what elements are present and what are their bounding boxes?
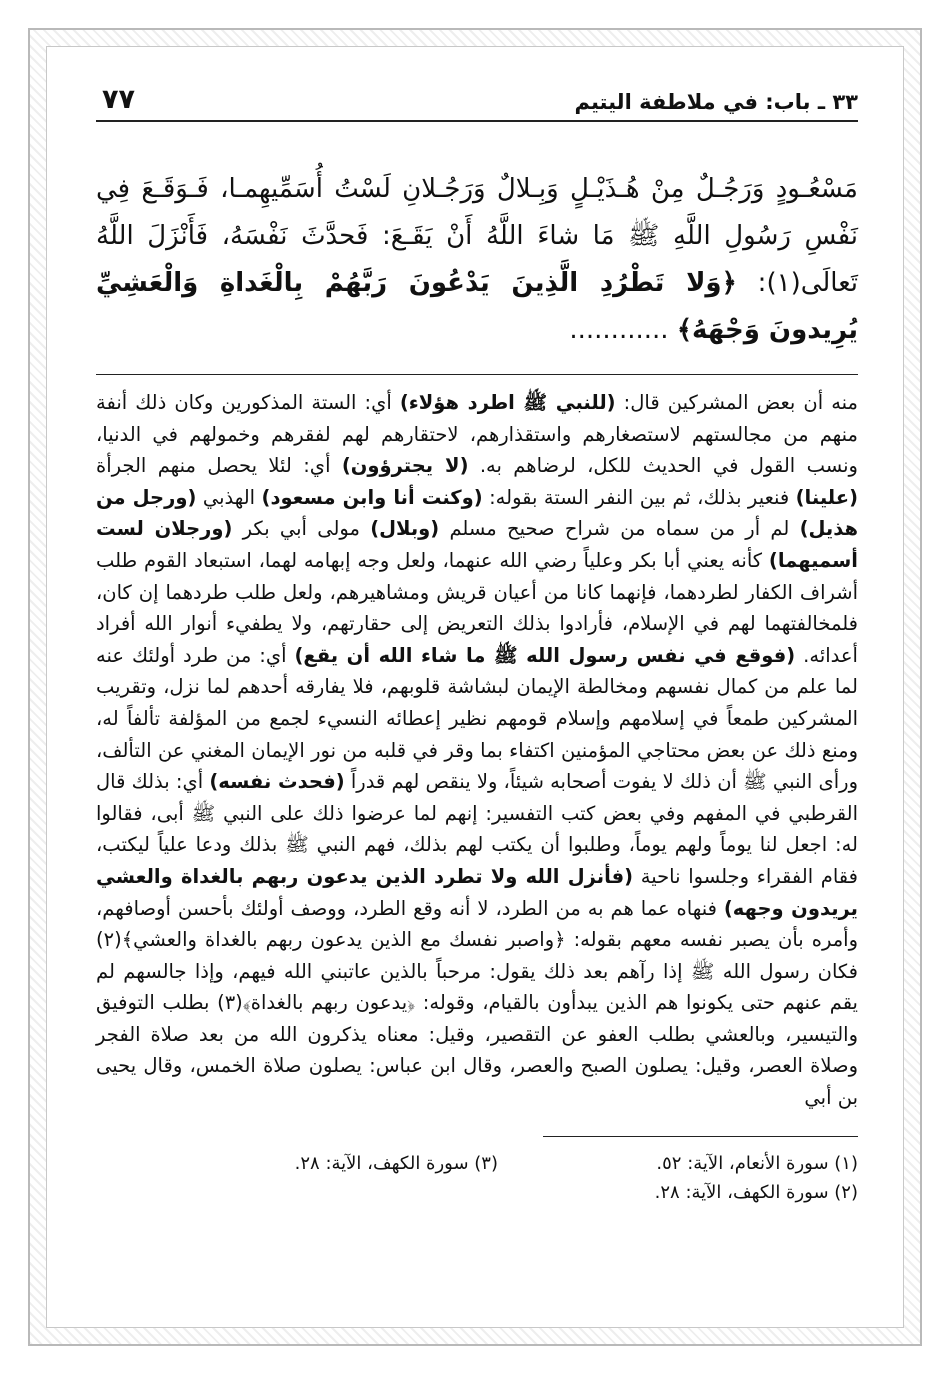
commentary-run: منه أن بعض المشركين قال: <box>615 391 858 414</box>
footnotes <box>96 1149 858 1209</box>
commentary-quote: (فوقع في نفس رسول الله ﷺ ما شاء الله أن يقع) <box>294 643 796 667</box>
commentary-quote: (فحدث نفسه) <box>209 770 345 794</box>
commentary-quote: (وبلال) <box>370 517 440 541</box>
chapter-title: ٣٣ ـ باب: في ملاطفة اليتيم <box>574 90 858 114</box>
commentary-quote: (وكنت أنا وابن مسعود) <box>261 485 483 509</box>
commentary-quote: (لا يجترؤون) <box>341 454 469 478</box>
commentary-run: أي: من طرد أولئك عنه لما علم من كمال نفسهم ومخالطة الإيمان لبشاشة قلوبهم، فلا يفارقه أحدهم لما نزل، وتقريب المشركين طمعاً في إسلامهم وإسلام قومهم نظير إعطائه النسيء لجمع من المؤلفة تألفاً له، ومنع ذلك عن بعض محتاجي المؤمنين اكتفاء بما وقر في قلبه من نور الإيمان المغني عن التألف، ورأى النبي ﷺ أن ذلك لا يفوت أصحابه شيئاً، ولا ينقص لهم قدراً <box>96 643 858 794</box>
running-header <box>96 70 858 122</box>
commentary-run: فنهاه عما هم به من الطرد، لا أنه وقع الطرد، ووصف أولئك بأحسن أوصافهم، وأمره بأن يصبر نفسه معهم بقوله: ﴿واصبر نفسك مع الذين يدعون ربهم بالغداة والعشي﴾(٢) فكان رسول الله ﷺ إذا رآهم بعد ذلك يقول: مرحباً بالذين عاتبني الله فيهم، وإذا جالسهم لم يقم عنهم حتى يكونوا هم الذين يبدأون بالقيام، وقوله: ﴿يدعون ربهم بالغداة﴾(٣) بطلب التوفيق والتيسير، وبالعشي بطلب العفو عن التقصير، وقيل: معناه يذكرون الله من بعد صلاة الفجر وصلاة العصر، وقيل: يصلون الصبح والعصر، وقال ابن عباس: يصلون صلاة الخمس، وقال يحيى بن أبي <box>96 896 858 1110</box>
continuation-dots: ............ <box>569 315 669 345</box>
page-content <box>96 70 858 1209</box>
footnote-1: (١) سورة الأنعام، الآية: ٥٢. <box>656 1152 858 1174</box>
commentary-run: أي: بذلك قال القرطبي في المفهم وفي بعض كتب التفسير: إنهم لما عرضوا ذلك على النبي ﷺ أبى، فقالوا له: اجعل لنا يوماً ولهم يوماً، وطلبوا أن يكتب لهم بذلك، فهم النبي ﷺ بذلك ودعا علياً ليكتب، فقام الفقراء وجلسوا ناحية <box>96 770 858 888</box>
quran-verse: ﴿وَلا تَطْرُدِ الَّذِينَ يَدْعُونَ رَبَّهُمْ بِالْغَداةِ وَالْعَشِيِّ يُرِيدونَ وَجْهَهُ﴾ <box>96 268 858 345</box>
commentary-quote: (للنبي ﷺ اطرد هؤلاء) <box>399 391 616 414</box>
commentary-run: الهذبي <box>196 485 262 509</box>
footnote-divider <box>543 1136 858 1137</box>
commentary-quote: (ورجل من هذيل) <box>96 485 859 541</box>
hadith-text <box>96 166 858 354</box>
commentary-run: كأنه يعني أبا بكر وعلياً رضي الله عنهما، ولعل وجه إبهامه لهما، استبعاد القوم طلب أشراف الكفار لطردهما، فإنهما كانا من أعيان قريش ومشاهيرهم، ولعل طلب طردهما إن كان، فلمخالفتهما لهم في الإسلام، فأرادوا بذلك التعريض إلى حقارتهم، ولا يطفيء أنوار الله أفراد أعدائه. <box>96 548 858 667</box>
footnote-3: (٣) سورة الكهف، الآية: ٢٨. <box>294 1152 498 1174</box>
footnote-2: (٢) سورة الكهف، الآية: ٢٨. <box>654 1181 858 1203</box>
section-divider <box>96 374 858 375</box>
commentary-quote: (علينا) <box>795 485 858 509</box>
commentary-run: لم أر من سماه من شراح صحيح مسلم <box>439 517 800 541</box>
commentary-run: فنعير بذلك، ثم بين النفر الستة بقوله: <box>482 485 796 509</box>
commentary-run: أي: لئلا يحصل منهم الجرأة <box>96 454 342 478</box>
commentary-run: مولى أبي بكر <box>232 517 371 541</box>
commentary-run: أي: الستة المذكورين وكان ذلك أنفة منهم من مجالستهم لاستصغارهم واستقذارهم، لاحتقارهم لهم لفقرهم وخمولهم في الدنيا، ونسب القول في الحديث للكل، لرضاهم به. <box>96 391 858 478</box>
page-number: ٧٧ <box>102 84 135 115</box>
commentary-quote: (ورجلان لست أسميهما) <box>96 517 858 572</box>
commentary-quote: (فأنزل الله ولا تطرد الذين يدعون ربهم بالغداة والعشي يريدون وجهه) <box>96 864 858 920</box>
hadith-body: مَسْعُـودٍ وَرَجُـلٌ مِنْ هُـذَيْـلٍ وَبِـلالٌ وَرَجُـلانِ لَسْتُ أُسَمِّيهِمـا، فَـوَقَـعَ فِي نَفْسِ رَسُولِ اللَّهِ ﷺ مَا شاءَ اللَّهُ أَنْ يَقَـعَ: فَحدَّثَ نَفْسَهُ، فَأَنْزَلَ اللَّهُ تَعالَى(١): <box>96 174 858 298</box>
commentary-text <box>96 387 858 1114</box>
